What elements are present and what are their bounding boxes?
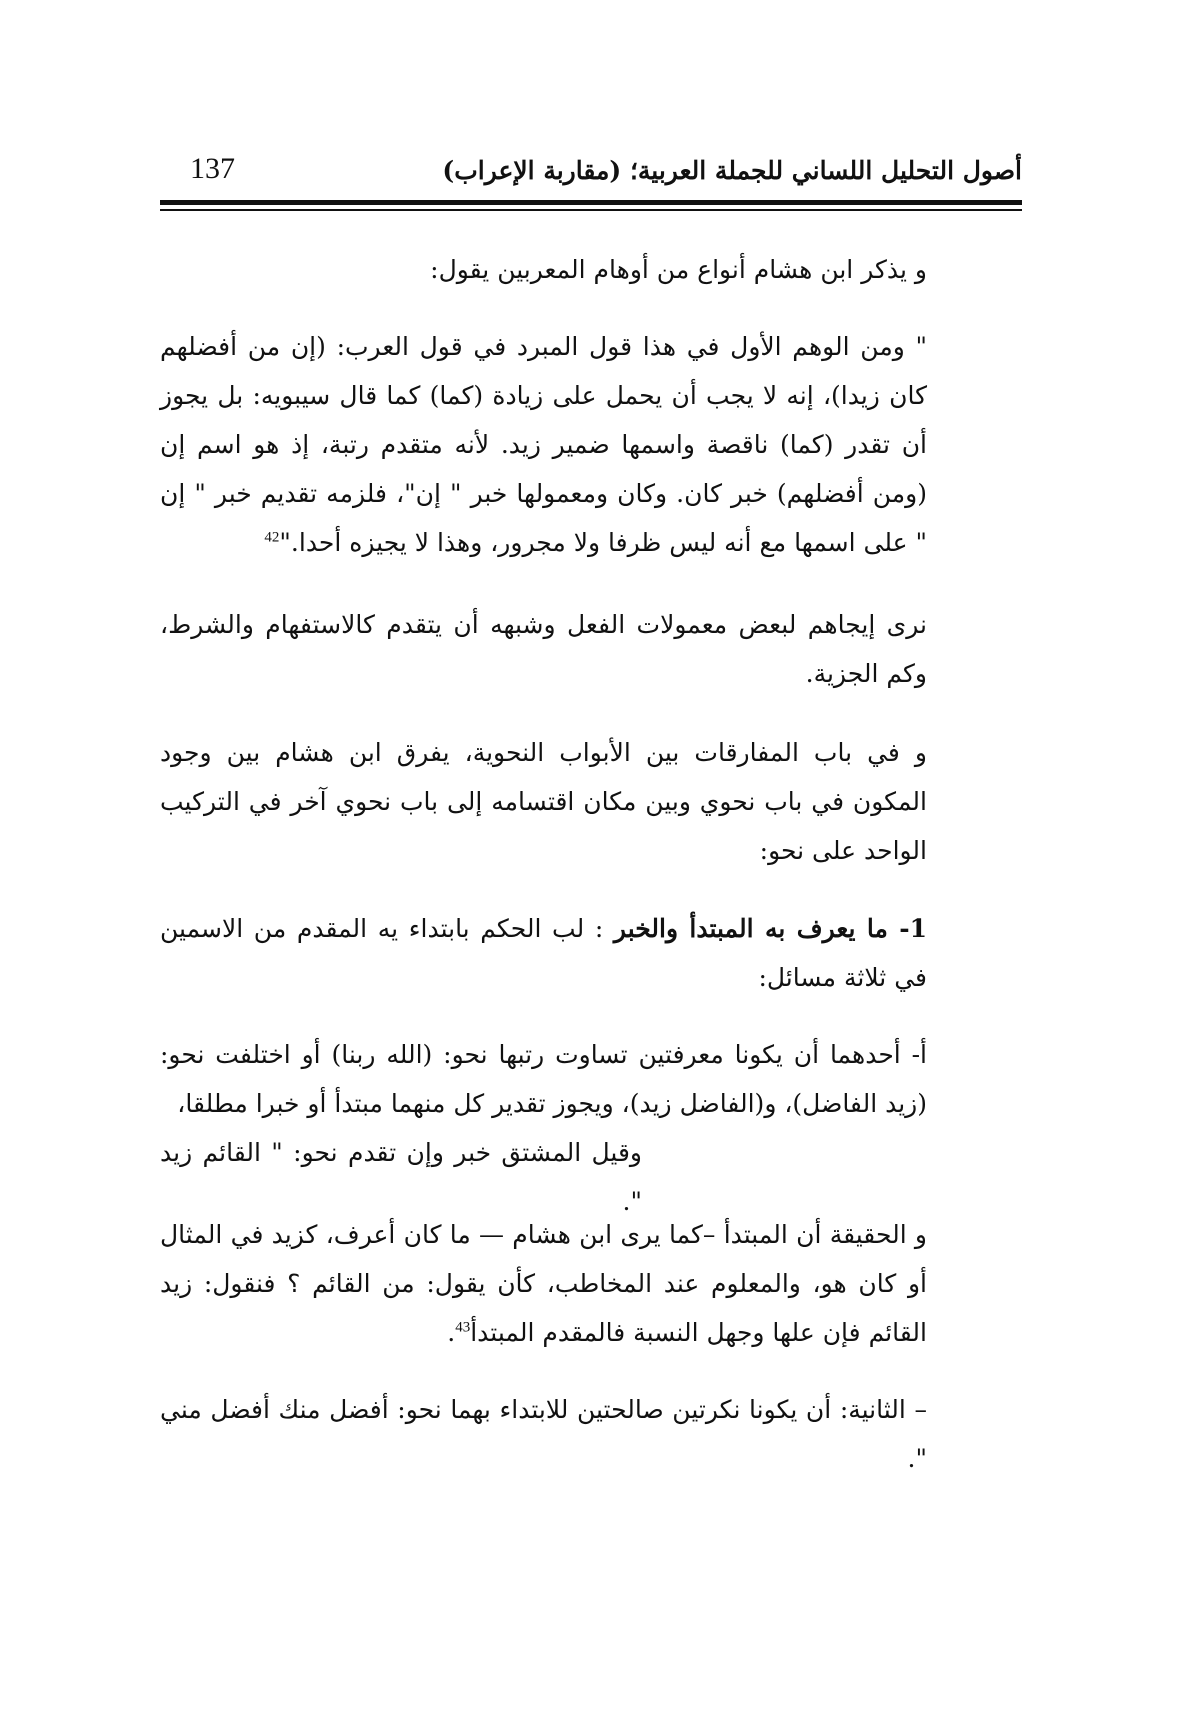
paragraph-quotation [160, 322, 927, 567]
paragraph-intro-text: و يذكر ابن هشام أنواع من أوهام المعربين يقول: [430, 255, 927, 284]
case-a-note-text: وقيل المشتق خبر وإن تقدم نحو: " القائم زيد ". [160, 1138, 642, 1216]
section-heading-1: 1- ما يعرف به المبتدأ والخبر [613, 914, 928, 943]
paragraph-distinctions-text: و في باب المفارقات بين الأبواب النحوية، يفرق ابن هشام بين وجود المكون في باب نحوي وبين مكان اقتسامه إلى باب نحوي آخر في التركيب الواحد على نحو: [160, 738, 927, 865]
case-a-text: أ- أحدهما أن يكونا معرفتين تساوت رتبها نحو: (الله ربنا) أو اختلفت نحو: (زيد الفاضل)، و(الفاضل زيد)، ويجوز تقدير كل منهما مبتدأ أو خبرا مطلقا، [160, 1040, 927, 1118]
paragraph-intro [230, 245, 927, 294]
paragraph-case-a [160, 1030, 927, 1128]
page-number: 137 [190, 152, 235, 185]
paragraph-observation [160, 600, 927, 698]
section-1-text: : لب الحكم بابتداء يه المقدم من الاسمين في ثلاثة مسائل: [160, 914, 927, 992]
second-case-text: – الثانية: أن يكونا نكرتين صالحتين للابتداء بهما نحو: أفضل منك أفضل مني ". [160, 1395, 927, 1473]
paragraph-reality-text: و الحقيقة أن المبتدأ –كما يرى ابن هشام — ما كان أعرف، كزيد في المثال أو كان هو، والمعلوم عند المخاطب، كأن يقول: من القائم ؟ فنقول: زيد القائم فإن علها وجهل النسبة فالمقدم المبتدأ [160, 1220, 927, 1347]
paragraph-distinctions [160, 728, 927, 875]
footnote-marker-43: 43 [455, 1319, 471, 1336]
running-title: أصول التحليل اللساني للجملة العربية؛ (مقاربة الإعراب) [442, 156, 1022, 185]
page-header [160, 150, 1022, 200]
header-rule-thick [160, 200, 1022, 205]
paragraph-reality [160, 1210, 927, 1357]
paragraph-second-case [160, 1385, 927, 1483]
header-rule-thin [160, 209, 1022, 211]
paragraph-section-1 [160, 904, 927, 1002]
paragraph-observation-text: نرى إيجاهم لبعض معمولات الفعل وشبهه أن يتقدم كالاستفهام والشرط، وكم الجزية. [160, 610, 927, 688]
paragraph-reality-end: . [447, 1318, 456, 1347]
quotation-text: " ومن الوهم الأول في هذا قول المبرد في قول العرب: (إن من أفضلهم كان زيدا)، إنه لا يجب أن يحمل على زيادة (كما) كما قال سيبويه: بل يجوز أن تقدر (كما) ناقصة واسمها ضمير زيد. لأنه متقدم رتبة، إذ هو اسم إن (ومن أفضلهم) خبر كان. وكان ومعمولها خبر " إن"، فلزمه تقديم خبر " إن " على اسمها مع أنه ليس ظرفا ولا مجرور، وهذا لا يجيزه أحدا." [160, 332, 927, 557]
footnote-marker-42: 42 [264, 529, 280, 546]
